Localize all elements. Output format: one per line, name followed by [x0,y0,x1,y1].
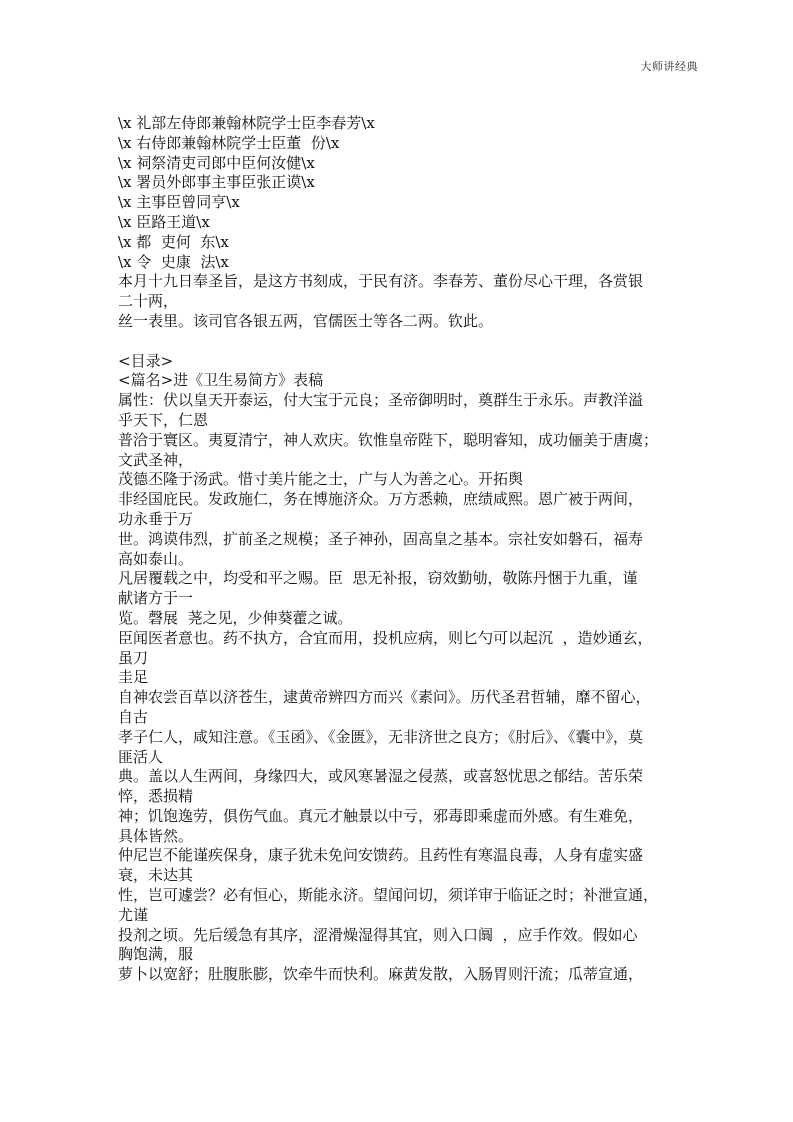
text-line: 茂德丕隆于汤武。惜寸美片能之士，广与人为善之心。开拓舆 [118,470,524,489]
text-line: 匪活人 [118,747,164,766]
text-line: 献诸方于一 [118,589,194,608]
text-line: 投剂之顷。先后缓急有其序，涩滑燥湿得其宜，则入口阘 ，应手作效。假如心 [118,925,638,944]
text-line: 胸饱满，服 [118,945,194,964]
text-line: 二十两， [118,292,179,311]
text-line: 凡居覆载之中，均受和平之赐。臣 思无补报，窃效勤劬，敬陈丹悃于九重，谨 [118,569,638,588]
blank-line [118,332,688,352]
text-line: 高如泰山。 [118,549,194,568]
text-line: \x 令 史康 法\x [118,252,229,271]
text-line: 神；饥饱逸劳，俱伤气血。真元才触景以中亏，邪毒即乘虚而外感。有生难免， [118,806,644,825]
text-line: \x 礼部左侍郎兼翰林院学士臣李春芳\x [118,114,375,132]
text-line: 具体皆然。 [118,826,194,845]
text-line: 本月十九日奉圣旨，是这方书刻成，于民有济。李春芳、董份尽心干理，各赏银 [118,272,644,291]
text-line: \x 祠祭清吏司郎中臣何汝健\x [118,153,315,172]
text-line: 览。磬展 荛之见，少伸葵藿之诚。 [118,608,353,627]
text-line: 功永垂于万 [118,509,194,528]
document-body [118,114,688,985]
text-line: 臣闻医者意也。药不执方，合宜而用，投机应病，则匕勺可以起沉 ，造妙通玄， [118,628,653,647]
text-line: 丝一表里。该司官各银五两，官儒医士等各二两。钦此。 [118,311,494,330]
text-line: 圭足 [118,668,149,687]
text-line: 自神农尝百草以济苍生，逮黄帝辨四方而兴《素问》。历代圣君哲辅，靡不留心， [118,688,651,707]
text-line: 虽刀 [118,648,149,667]
text-line: \x 都 吏何 东\x [118,232,229,251]
text-line: 萝卜以宽舒；肚腹胀膨，饮牵牛而快利。麻黄发散，入肠胃则汗流；瓜蒂宣通， [118,965,644,984]
text-line: \x 臣路王道\x [118,212,210,231]
text-line: 典。盖以人生两间，身缘四大，或风寒暑湿之侵蒸，或喜怒忧思之郁结。苦乐荣 [118,767,644,786]
text-line: 悴，悉损精 [118,787,194,806]
text-line: 乎天下，仁恩 [118,410,209,429]
text-line: 孝子仁人，咸知注意。《玉函》、《金匮》，无非济世之良方；《肘后》、《囊中》，莫 [118,727,644,746]
text-line: 自古 [118,707,149,726]
page-header-title: 大师讲经典 [640,60,698,73]
text-line: 普洽于寰区。夷夏清宁，神人欢庆。钦惟皇帝陛下，聪明睿知，成功俪美于唐虞； [118,430,659,449]
text-line: 仲尼岂不能谨疾保身，康子犹未免问安馈药。且药性有寒温良毒，人身有虚实盛 [118,846,644,865]
text-line: \x 主事臣曾同亨\x [118,193,240,212]
text-line: 性，岂可遽尝？必有恒心，斯能永济。望闻问切，须详审于临证之时；补泄宣通， [118,886,659,905]
text-line: \x 署员外郎事主事臣张正谟\x [118,173,315,192]
text-line: \x 右侍郎兼翰林院学士臣董 份\x [118,133,340,152]
text-line: 尤谨 [118,905,149,924]
text-line: <目录> [118,351,174,370]
text-line: 文武圣神， [118,450,194,469]
text-line: 属性：伏以皇天开泰运，付大宝于元良；圣帝御明时，奠群生于永乐。声教洋溢 [118,391,644,410]
text-line: 世。鸿谟伟烈，扩前圣之规模；圣子神孙，固高皇之基本。宗社安如磐石，福寿 [118,529,644,548]
text-line: 非经国庇民。发政施仁，务在博施济众。万方悉赖，庶绩咸熙。恩广被于两间， [118,490,644,509]
text-line: 衰，未达其 [118,866,194,885]
text-line: <篇名>进《卫生易简方》表稿 [118,371,324,390]
